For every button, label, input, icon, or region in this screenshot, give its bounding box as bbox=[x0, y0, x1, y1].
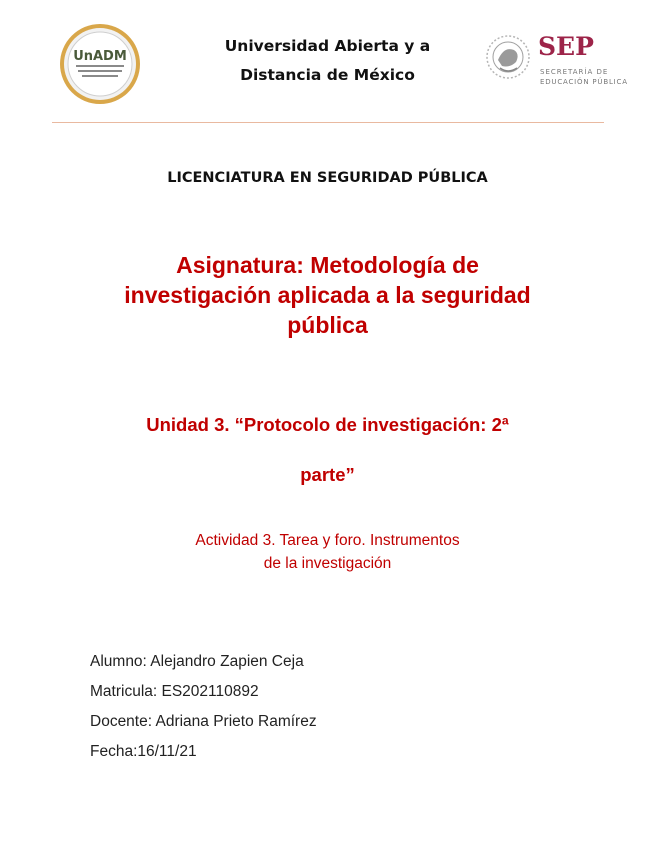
unit-title-line1: Unidad 3. “Protocolo de investigación: 2ª bbox=[146, 414, 509, 435]
activity-line1: Actividad 3. Tarea y foro. Instrumentos bbox=[195, 532, 460, 549]
teacher-name: Docente: Adriana Prieto Ramírez bbox=[90, 713, 317, 730]
degree-program: LICENCIATURA EN SEGURIDAD PÚBLICA bbox=[167, 170, 488, 186]
enrollment-number: Matricula: ES202110892 bbox=[90, 683, 259, 700]
sep-logo bbox=[484, 30, 644, 90]
subject-line1: Asignatura: Metodología de bbox=[176, 252, 479, 278]
university-name bbox=[195, 32, 460, 90]
subject-line3: pública bbox=[287, 312, 368, 338]
header-divider bbox=[52, 122, 604, 123]
sep-subtitle-line1: SECRETARÍA DE bbox=[540, 68, 609, 76]
submission-date: Fecha:16/11/21 bbox=[90, 743, 197, 760]
unit-title-line2: parte” bbox=[300, 464, 355, 485]
activity-line2: de la investigación bbox=[263, 555, 392, 572]
sep-subtitle-line2: EDUCACIÓN PÚBLICA bbox=[540, 78, 628, 86]
unadm-logo bbox=[58, 22, 142, 106]
sep-logo-text: SEP bbox=[538, 32, 594, 61]
university-name-line1: Universidad Abierta y a bbox=[224, 37, 431, 55]
subject-line2: investigación aplicada a la seguridad bbox=[124, 282, 531, 308]
student-details bbox=[90, 647, 317, 767]
unadm-logo-text: UnADM bbox=[73, 49, 127, 64]
mexico-seal-icon bbox=[487, 36, 529, 78]
university-name-line2: Distancia de México bbox=[240, 66, 415, 84]
student-name: Alumno: Alejandro Zapien Ceja bbox=[90, 653, 304, 670]
activity-title bbox=[0, 529, 655, 575]
subject-title bbox=[90, 250, 565, 340]
